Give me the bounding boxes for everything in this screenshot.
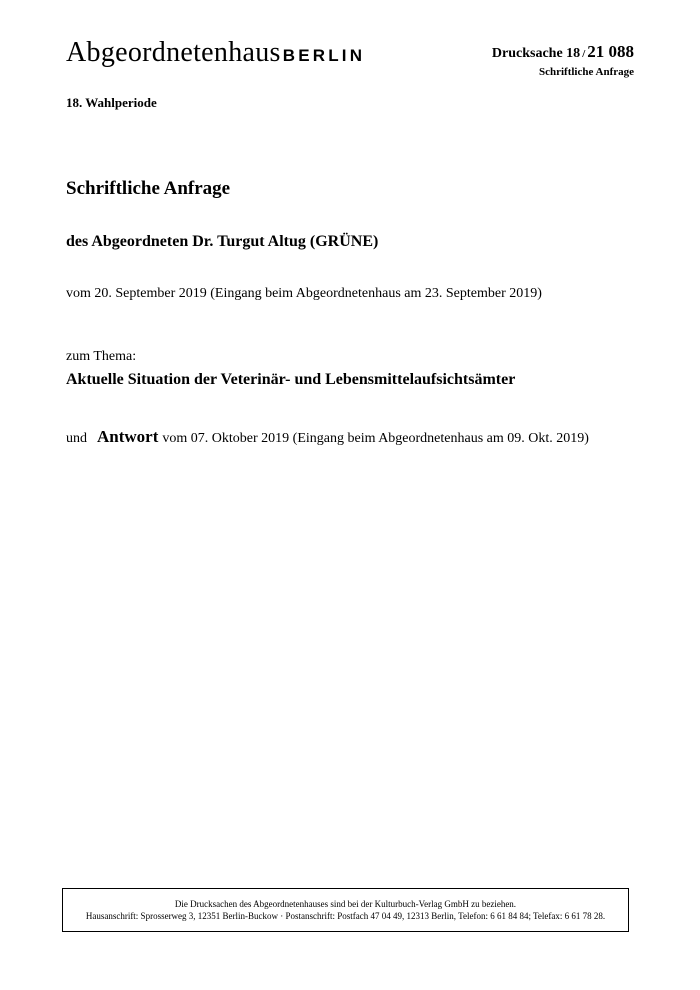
answer-rest: vom 07. Oktober 2019 (Eingang beim Abgeordnetenhaus am 09. Okt. 2019) bbox=[162, 431, 589, 446]
document-type: Schriftliche Anfrage bbox=[538, 66, 634, 78]
topic-title: Aktuelle Situation der Veterinär- und Lebensmittelaufsichtsämter bbox=[66, 371, 516, 388]
answer-word: Antwort bbox=[97, 427, 159, 446]
topic-label: zum Thema: bbox=[66, 349, 137, 364]
answer-prefix: und bbox=[66, 431, 87, 446]
logo bbox=[66, 38, 365, 71]
footer-line-2: Hausanschrift: Sprosserweg 3, 12351 Berlin-Buckow · Postanschrift: Postfach 47 04 49, 12313 Berlin, Telefon: 6 61 84 84; Telefax: 6 61 78 28. bbox=[85, 911, 606, 921]
page-title: Schriftliche Anfrage bbox=[66, 178, 231, 199]
footer-line-1: Die Drucksachen des Abgeordnetenhauses sind bei der Kulturbuch-Verlag GmbH zu beziehen. bbox=[174, 899, 517, 909]
footer-box bbox=[62, 888, 629, 932]
author-line: des Abgeordneten Dr. Turgut Altug (GRÜNE) bbox=[66, 233, 379, 250]
date-line: vom 20. September 2019 (Eingang beim Abgeordnetenhaus am 23. September 2019) bbox=[66, 286, 542, 301]
drucksache-num: 21 088 bbox=[587, 42, 634, 61]
logo-city-text: BERLIN bbox=[282, 46, 366, 65]
drucksache-prefix: Drucksache 18 bbox=[491, 46, 581, 61]
drucksache-slash: / bbox=[582, 48, 586, 60]
answer-line bbox=[66, 427, 589, 447]
drucksache-number bbox=[492, 42, 634, 62]
logo-main-text: Abgeordnetenhaus bbox=[66, 37, 281, 68]
wahlperiode: 18. Wahlperiode bbox=[66, 95, 157, 110]
